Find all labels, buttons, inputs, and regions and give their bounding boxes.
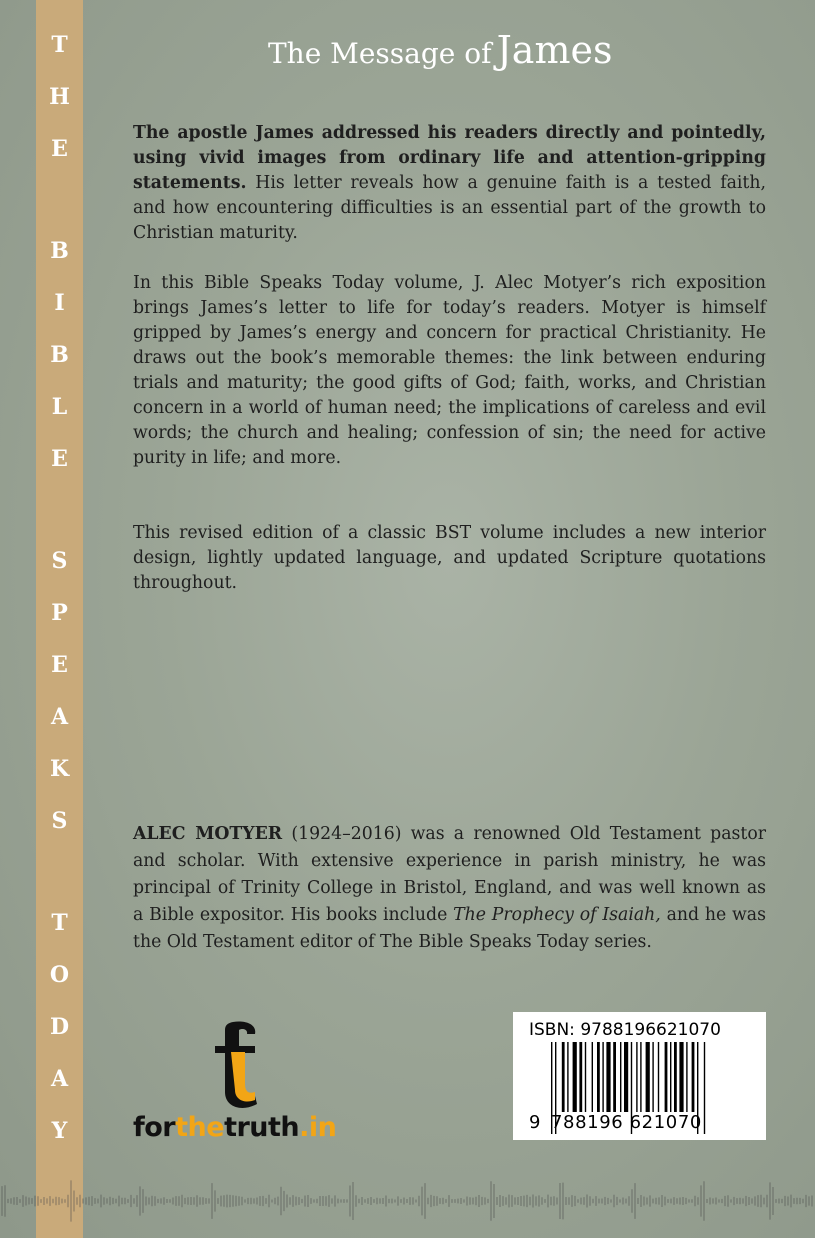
spine-letter: Y bbox=[51, 1118, 68, 1144]
barcode-bar bbox=[665, 1042, 668, 1112]
barcode-bar bbox=[674, 1042, 677, 1112]
barcode-bar bbox=[602, 1042, 603, 1112]
publisher-name-part-2: the bbox=[175, 1112, 225, 1143]
spine-letter: B bbox=[50, 238, 69, 264]
barcode-bar bbox=[679, 1042, 683, 1112]
barcode-bar bbox=[704, 1042, 705, 1134]
spine-letter: O bbox=[49, 962, 70, 988]
isbn-first-digit: 9 bbox=[529, 1112, 541, 1133]
author-bio-text-b: and he was the Old Testament editor of The Bible Speaks Today series. bbox=[133, 905, 766, 952]
author-name: ALEC MOTYER bbox=[133, 824, 283, 844]
title-prefix: The Message of bbox=[268, 37, 492, 70]
barcode-bar bbox=[652, 1042, 653, 1112]
description-paragraph-3: This revised edition of a classic BST volume includes a new interior design, lightly updated language, and updated Scripture quotations throughout. bbox=[133, 523, 766, 593]
spine-letter: S bbox=[51, 808, 68, 834]
barcode-bar bbox=[670, 1042, 671, 1112]
spine-letter: A bbox=[50, 704, 69, 730]
barcode-bar bbox=[592, 1042, 593, 1112]
spine-letter: L bbox=[51, 394, 68, 420]
title-book: James bbox=[496, 28, 613, 72]
spine-letter: E bbox=[51, 446, 68, 472]
barcode-bar bbox=[646, 1042, 650, 1112]
author-bio bbox=[133, 821, 766, 956]
barcode-bar bbox=[624, 1042, 628, 1112]
barcode-bar bbox=[658, 1042, 659, 1112]
barcode-bar bbox=[573, 1042, 577, 1112]
publisher-logo-mark bbox=[211, 1020, 271, 1112]
publisher-name-part-1: for bbox=[133, 1112, 176, 1143]
spine-letter: T bbox=[51, 32, 68, 58]
spine-letter: S bbox=[51, 548, 68, 574]
description-paragraph-2: In this Bible Speaks Today volume, J. Alec Motyer’s rich exposition brings James’s letter to life for today’s readers. Motyer is himself gripped by James’s energy and concern for practical Christianity. He draws out the book’s memorable themes: the link between enduring trials and maturity; the good gifts of God; faith, works, and Christian concern in a world of human need; the implications of careless and evil words; the church and healing; confession of sin; the need for active purity in life; and more. bbox=[133, 273, 766, 468]
barcode-bar bbox=[606, 1042, 610, 1112]
author-book-title: The Prophecy of Isaiah, bbox=[453, 905, 661, 925]
barcode-bar bbox=[636, 1042, 637, 1112]
spine-letter: E bbox=[51, 136, 68, 162]
publisher-name bbox=[133, 1112, 336, 1143]
barcode-bar bbox=[686, 1042, 687, 1112]
isbn-digit-groups: 788196 621070 bbox=[551, 1112, 702, 1133]
spine-letter: A bbox=[50, 1066, 69, 1092]
spine-letter: T bbox=[51, 910, 68, 936]
barcode-bar bbox=[585, 1042, 586, 1112]
spine-letter: B bbox=[50, 342, 69, 368]
spine-letter: E bbox=[51, 652, 68, 678]
barcode-bar bbox=[597, 1042, 600, 1112]
description-lead: The apostle James addressed his readers directly and pointedly, using vivid images from ordinary life and attention-gripping statements. bbox=[133, 123, 766, 193]
author-bio-text-a: (1924–2016) was a renowned Old Testament pastor and scholar. With extensive experience in parish ministry, he was principal of Trinity College in Bristol, England, and was well known as a Bible expositor. His books include bbox=[133, 824, 766, 925]
spine-letter: K bbox=[49, 756, 70, 782]
spine-letter: I bbox=[54, 290, 65, 316]
barcode-bar bbox=[579, 1042, 582, 1112]
publisher-name-part-3: truth bbox=[224, 1112, 300, 1143]
barcode-bar bbox=[567, 1042, 568, 1112]
publisher-name-part-4: .in bbox=[299, 1112, 337, 1143]
barcode-bar bbox=[640, 1042, 641, 1112]
isbn-label: ISBN: 9788196621070 bbox=[529, 1020, 721, 1040]
isbn-barcode bbox=[513, 1012, 766, 1140]
spine-letter: D bbox=[49, 1014, 70, 1040]
description-paragraph-1 bbox=[133, 121, 766, 246]
description-lead-rest: His letter reveals how a genuine faith is a tested faith, and how encountering difficulties is an essential part of the growth to Christian maturity. bbox=[133, 173, 766, 243]
barcode-bar bbox=[613, 1042, 616, 1112]
book-title bbox=[268, 28, 648, 72]
decorative-waveform bbox=[0, 1172, 815, 1230]
barcode-bar bbox=[692, 1042, 695, 1112]
spine-letter: P bbox=[51, 600, 68, 626]
spine-letter: H bbox=[49, 84, 70, 110]
barcode-bar bbox=[620, 1042, 621, 1112]
barcode-bar bbox=[562, 1042, 565, 1112]
publisher-logo bbox=[133, 1020, 363, 1145]
